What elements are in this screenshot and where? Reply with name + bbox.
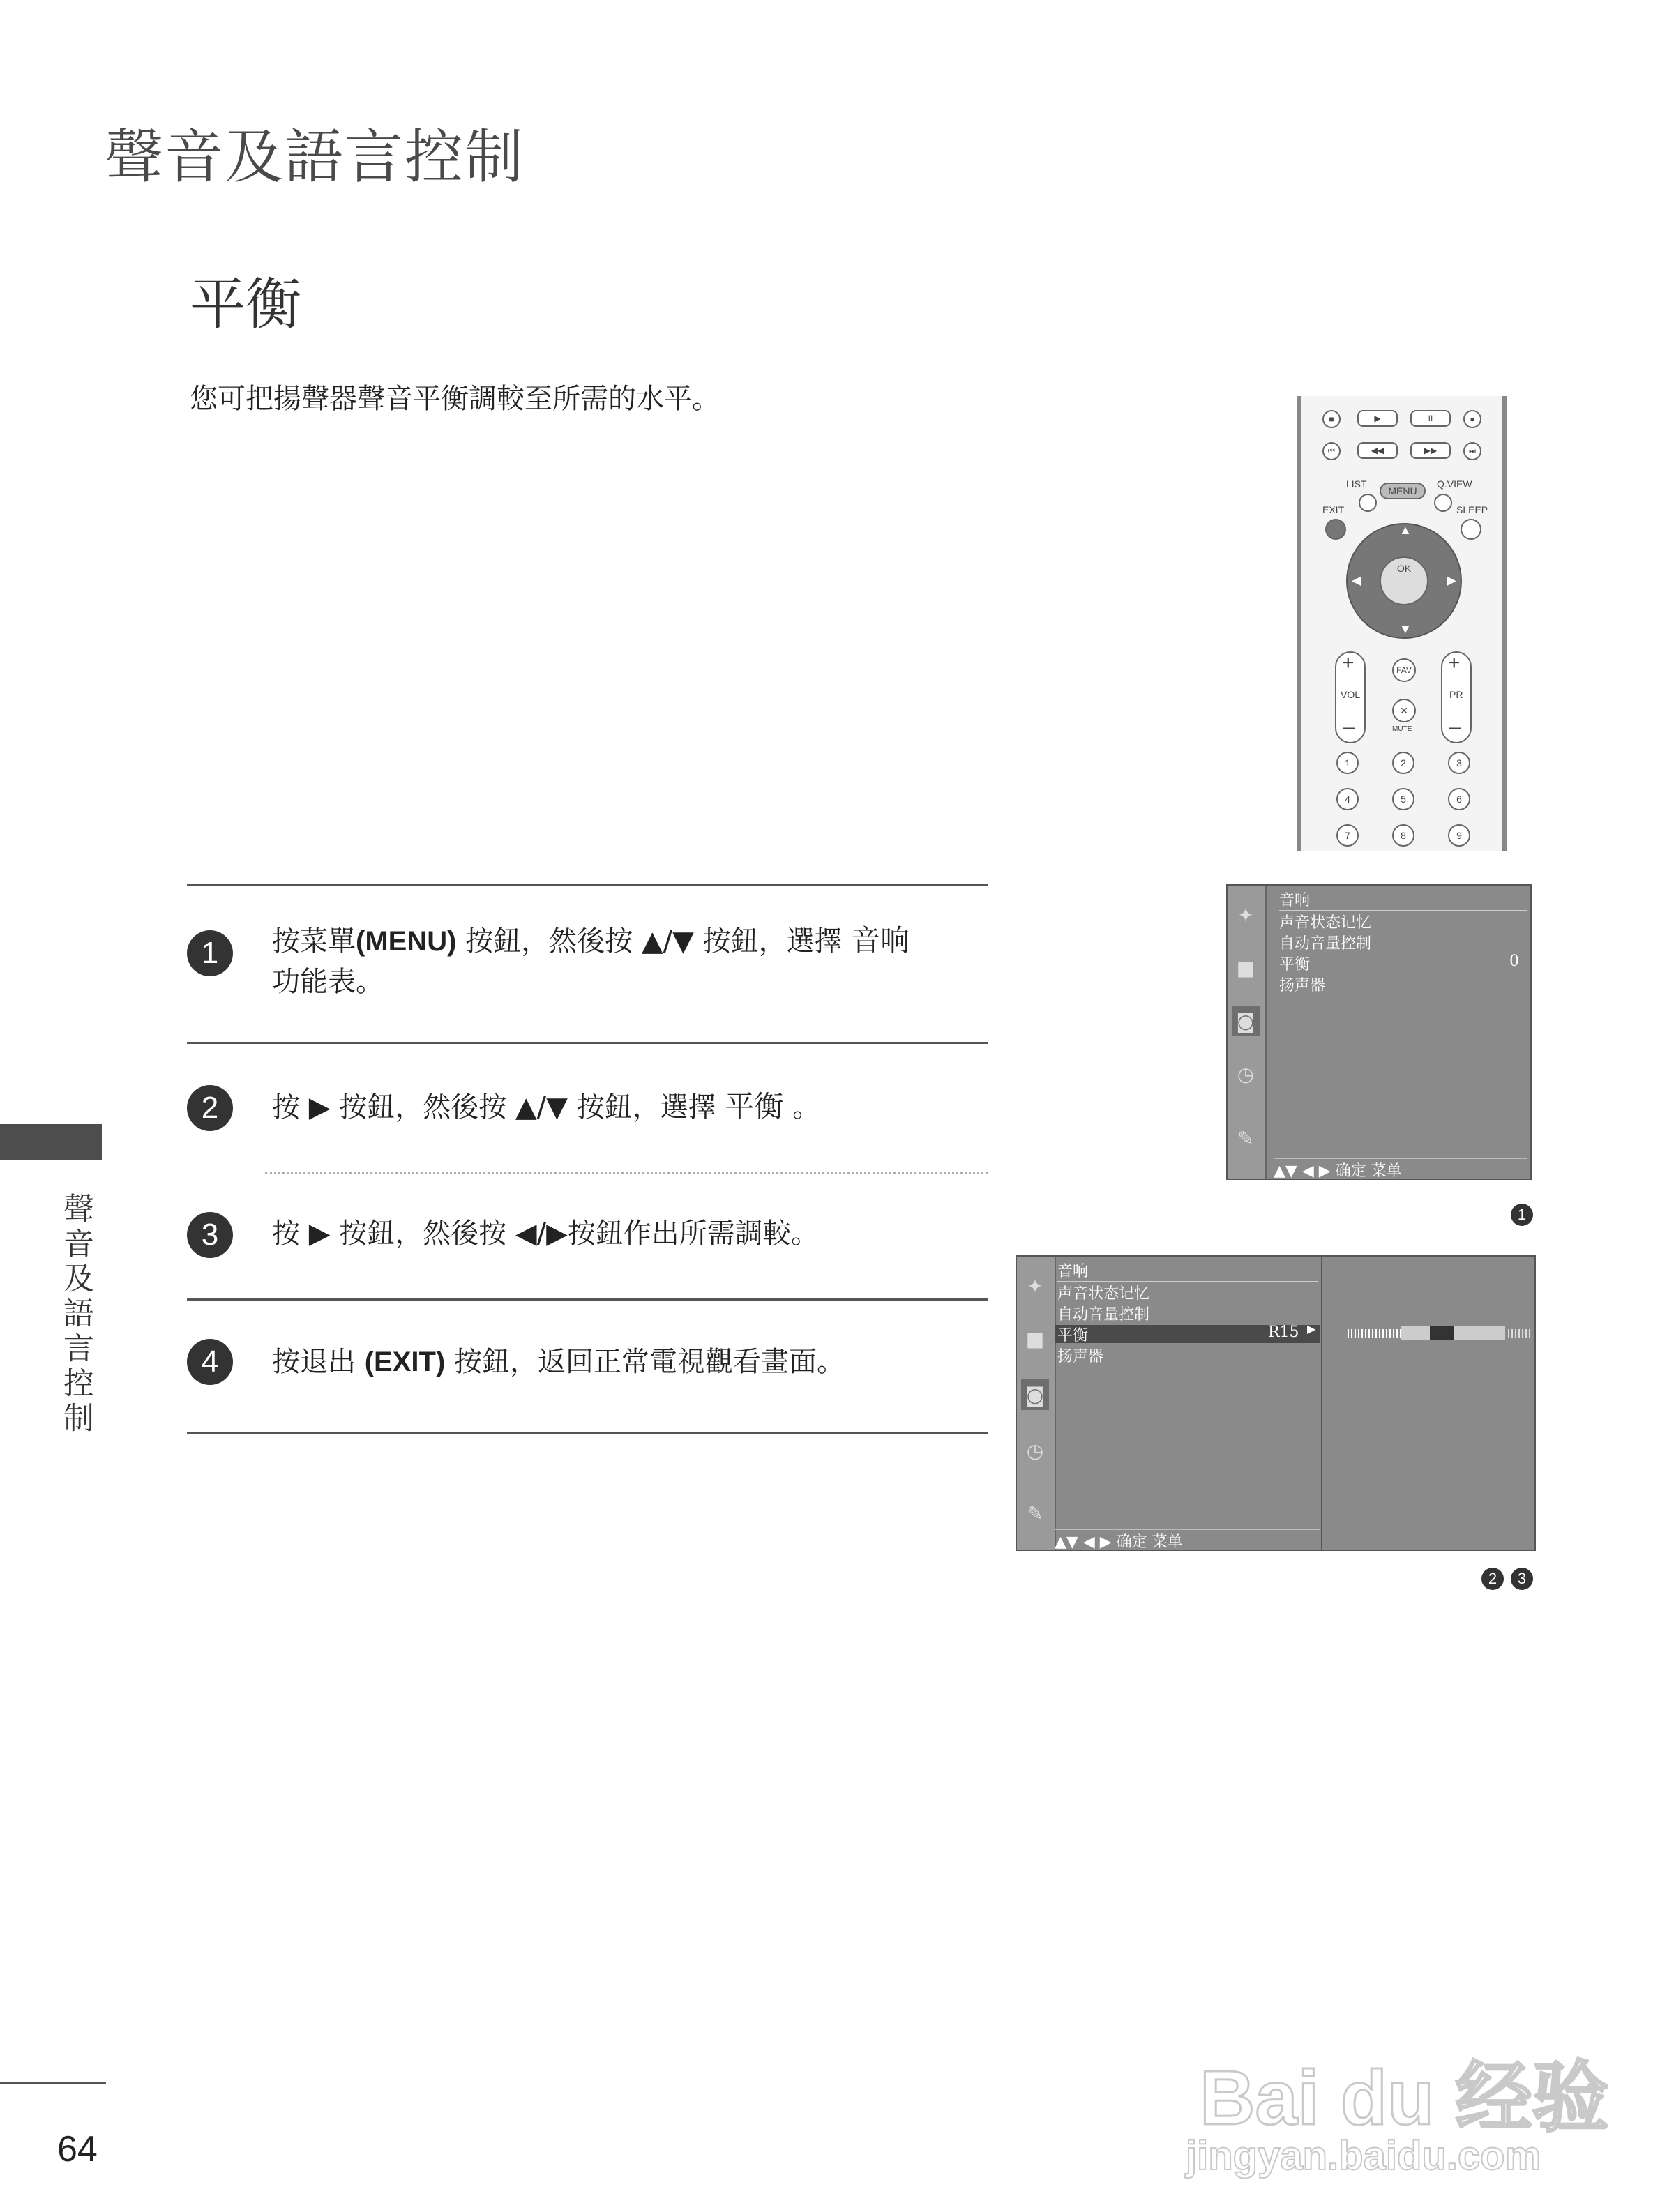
exit-button-illustration [1325,519,1346,540]
record-icon: ● [1463,410,1481,428]
chapter-tab-marker [0,1124,102,1160]
osd-menu-step1 [1226,884,1532,1180]
osd-icon-column [1228,886,1267,1179]
step-number-1: 1 [187,930,233,976]
step-number-3: 3 [187,1212,233,1258]
next-icon: ⏭ [1463,442,1481,460]
rewind-icon: ◀◀ [1357,442,1398,459]
baidu-watermark-logo: Bai du 经验 [1200,2055,1609,2141]
osd-item: 声音状态记忆 [1057,1285,1150,1303]
mute-label: MUTE [1392,725,1412,733]
step-number-4: 4 [187,1339,233,1385]
osd-item: 自动音量控制 [1057,1306,1150,1324]
num-button-6: 6 [1448,788,1470,810]
left-arrow-icon: ◀ [1352,573,1361,587]
num-button-9: 9 [1448,824,1470,847]
sleep-button-illustration [1461,519,1481,540]
osd-item: 自动音量控制 [1279,935,1372,953]
page-number: 64 [57,2129,98,2169]
osd-menu-step2-3 [1016,1255,1536,1551]
osd-title: 音响 [1057,1259,1318,1282]
num-button-5: 5 [1392,788,1414,810]
osd-panel-divider [1321,1257,1322,1550]
remote-control-illustration [1297,396,1507,851]
vol-label: VOL [1341,689,1361,700]
list-label: LIST [1346,478,1367,490]
osd-item-selected: 平衡 [1057,1327,1089,1344]
balance-fill [1430,1326,1454,1340]
speaker-icon: ◙ [1021,1379,1049,1410]
prev-icon: ⏮ [1322,442,1341,460]
satellite-icon: ✦ [1027,1274,1043,1298]
footer-rule [0,2082,106,2084]
pr-label: PR [1449,689,1463,700]
satellite-icon: ✦ [1237,903,1254,927]
figure-caption-number: 3 [1511,1568,1533,1590]
num-button-7: 7 [1336,824,1359,847]
mute-icon: ✕ [1392,699,1416,722]
time-icon: ◷ [1237,1062,1255,1086]
osd-icon-column [1017,1257,1056,1550]
time-icon: ◷ [1026,1439,1044,1462]
osd-balance-value: 0 [1509,953,1519,970]
figure-caption-number: 2 [1481,1568,1504,1590]
page-title: 聲音及語言控制 [105,123,525,191]
picture-icon: ■ [1025,1327,1045,1351]
right-arrow-icon: ▶ [1447,573,1456,587]
step-4-text: 按退出 (EXIT) 按鈕，返回正常電視觀看畫面。 [272,1346,845,1378]
play-icon: ▶ [1357,410,1398,427]
ok-button-illustration: OK [1380,556,1428,605]
fav-button-illustration: FAV [1392,658,1416,682]
step-3-text: 按 ▶ 按鈕，然後按 ◀/▶按鈕作出所需調較。 [272,1218,819,1250]
down-arrow-icon: ▼ [1399,622,1412,636]
menu-button-illustration: MENU [1380,483,1426,499]
stop-icon: ■ [1322,410,1341,428]
exit-label: EXIT [1322,504,1345,515]
qview-button-illustration [1434,494,1452,512]
divider [187,1432,988,1434]
up-arrow-icon: ▲ [1399,523,1412,537]
step-2-text: 按 ▶ 按鈕，然後按 ▲/▼ 按鈕，選擇 平衡 。 [272,1089,821,1123]
step-1-text: 按菜單(MENU) 按鈕，然後按 ▲/▼ 按鈕，選擇 音响 功能表。 [272,923,910,998]
osd-footer: ▲▼ ◀ ▶ 确定 菜单 [1055,1529,1320,1552]
picture-icon: ■ [1236,956,1255,980]
num-button-3: 3 [1448,752,1470,774]
pr-minus-icon: – [1449,715,1461,738]
osd-item: 平衡 [1279,956,1311,974]
balance-ticks-left [1348,1329,1401,1338]
balance-slider [1348,1326,1532,1340]
osd-balance-value: R15 [1268,1324,1299,1341]
pause-icon: II [1410,410,1451,427]
baidu-watermark-url: jingyan.baidu.com [1186,2133,1541,2179]
pr-plus-icon: + [1448,651,1461,674]
figure-caption-number: 1 [1511,1204,1533,1226]
osd-item: 扬声器 [1057,1348,1104,1365]
vol-minus-icon: – [1343,715,1355,738]
divider [187,1298,988,1301]
vol-plus-icon: + [1342,651,1355,674]
option-icon: ✎ [1027,1501,1043,1525]
balance-ticks-right [1508,1329,1532,1338]
qview-label: Q.VIEW [1437,478,1472,490]
num-button-4: 4 [1336,788,1359,810]
option-icon: ✎ [1237,1126,1254,1150]
forward-icon: ▶▶ [1410,442,1451,459]
list-button-illustration [1359,494,1377,512]
osd-footer: ▲▼ ◀ ▶ 确定 菜单 [1274,1158,1527,1181]
osd-item: 声音状态记忆 [1279,914,1372,932]
osd-item: 扬声器 [1279,977,1326,994]
sleep-label: SLEEP [1456,504,1488,515]
speaker-icon: ◙ [1232,1006,1260,1036]
divider [187,884,988,886]
right-arrow-icon: ▶ [1307,1322,1316,1335]
osd-title: 音响 [1279,888,1527,911]
num-button-8: 8 [1392,824,1414,847]
dotted-divider [265,1172,988,1174]
step-number-2: 2 [187,1085,233,1131]
num-button-2: 2 [1392,752,1414,774]
chapter-tab-label: 聲音及語言控制 [58,1192,93,1437]
divider [187,1042,988,1044]
num-button-1: 1 [1336,752,1359,774]
intro-text: 您可把揚聲器聲音平衡調較至所需的水平。 [190,383,720,415]
section-title: 平衡 [190,272,301,337]
